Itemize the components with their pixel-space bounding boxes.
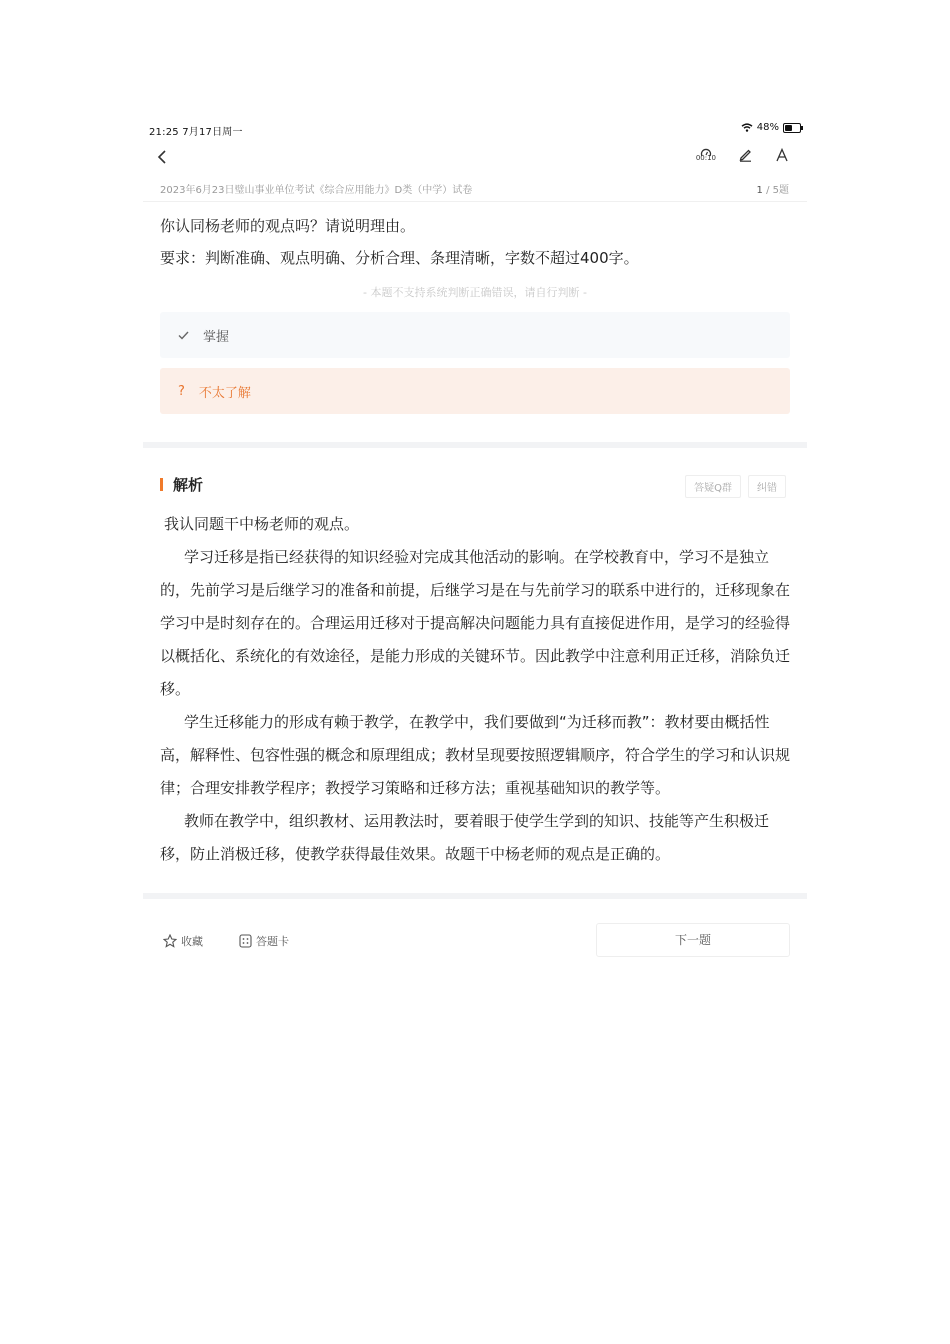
exam-info bbox=[143, 175, 807, 202]
font-size-button[interactable] bbox=[775, 148, 789, 162]
qq-group-button[interactable]: 答疑Q群 bbox=[685, 475, 741, 498]
option-unsure[interactable] bbox=[160, 368, 790, 414]
total-questions: / 5题 bbox=[766, 185, 789, 196]
analysis-paragraph: 教师在教学中，组织教材、运用教法时，要着眼于使学生学到的知识、技能等产生积极迁移，防止消极迁移，使教学获得最佳效果。故题干中杨老师的观点是正确的。 bbox=[160, 812, 770, 863]
edit-button[interactable] bbox=[738, 147, 753, 162]
analysis-paragraph: 我认同题干中杨老师的观点。 bbox=[164, 515, 360, 533]
favorite-button[interactable] bbox=[163, 933, 203, 949]
answer-card-button[interactable] bbox=[239, 933, 289, 949]
report-error-button[interactable]: 纠错 bbox=[748, 475, 786, 498]
timer-value: 00:10 bbox=[695, 153, 716, 162]
status-right bbox=[741, 122, 801, 133]
battery-percent: 48% bbox=[756, 122, 779, 133]
pencil-icon bbox=[738, 147, 753, 162]
exam-title: 2023年6月23日璧山事业单位考试《综合应用能力》D类（中学）试卷 bbox=[160, 185, 473, 196]
analysis-paragraph: 学习迁移是指已经获得的知识经验对完成其他活动的影响。在学校教育中，学习不是独立的，先前学习是后继学习的准备和前提，后继学习是在与先前学习的联系中进行的，迁移现象在学习中是时刻存在的。合理运用迁移对于提高解决问题能力具有直接促进作用，是学习的经验得以概括化、系统化的有效途径，是能力形成的关键环节。因此教学中注意利用正迁移，消除负迁移。 bbox=[160, 548, 791, 698]
option-unsure-label: 不太了解 bbox=[198, 385, 251, 401]
judge-notice: - 本题不支持系统判断正确错误，请自行判断 - bbox=[363, 286, 587, 299]
question-text bbox=[143, 202, 807, 274]
question-line-1: 你认同杨老师的观点吗？请说明理由。 bbox=[160, 217, 416, 235]
status-bar bbox=[143, 115, 807, 143]
toolbar-tools bbox=[696, 147, 789, 162]
answer-card-label: 答题卡 bbox=[256, 935, 289, 948]
back-button[interactable] bbox=[157, 149, 167, 170]
option-mastered-label: 掌握 bbox=[203, 329, 230, 345]
question-line-2: 要求：判断准确、观点明确、分析合理、条理清晰，字数不超过400字。 bbox=[160, 249, 639, 267]
check-icon bbox=[178, 331, 189, 340]
timer-button[interactable] bbox=[696, 148, 716, 162]
analysis-title: 解析 bbox=[173, 476, 204, 494]
wifi-icon bbox=[741, 123, 753, 132]
battery-icon bbox=[783, 123, 801, 133]
analysis-body bbox=[143, 508, 807, 871]
analysis-header bbox=[143, 468, 807, 516]
app-screen bbox=[143, 115, 807, 963]
accent-bar bbox=[160, 478, 163, 491]
divider bbox=[143, 442, 807, 448]
analysis-paragraph: 学生迁移能力的形成有赖于教学，在教学中，我们要做到“为迁移而教”：教材要由概括性高，解释性、包容性强的概念和原理组成；教材呈现要按照逻辑顺序，符合学生的学习和认识规律；合理安排教学程序；教授学习策略和迁移方法；重视基础知识的教学等。 bbox=[160, 713, 791, 797]
answer-card-icon bbox=[239, 934, 252, 948]
font-icon bbox=[775, 148, 789, 162]
bottom-bar bbox=[143, 899, 807, 963]
favorite-label: 收藏 bbox=[181, 935, 203, 948]
next-question-button[interactable]: 下一题 bbox=[596, 923, 790, 957]
question-mark-icon: ? bbox=[178, 383, 185, 399]
top-toolbar bbox=[143, 143, 807, 175]
current-question: 1 bbox=[756, 185, 763, 196]
status-time: 21:25 7月17日周一 bbox=[149, 127, 243, 138]
star-icon bbox=[163, 934, 177, 948]
chevron-left-icon bbox=[157, 149, 167, 165]
option-mastered[interactable] bbox=[160, 312, 790, 358]
question-counter bbox=[757, 181, 789, 196]
